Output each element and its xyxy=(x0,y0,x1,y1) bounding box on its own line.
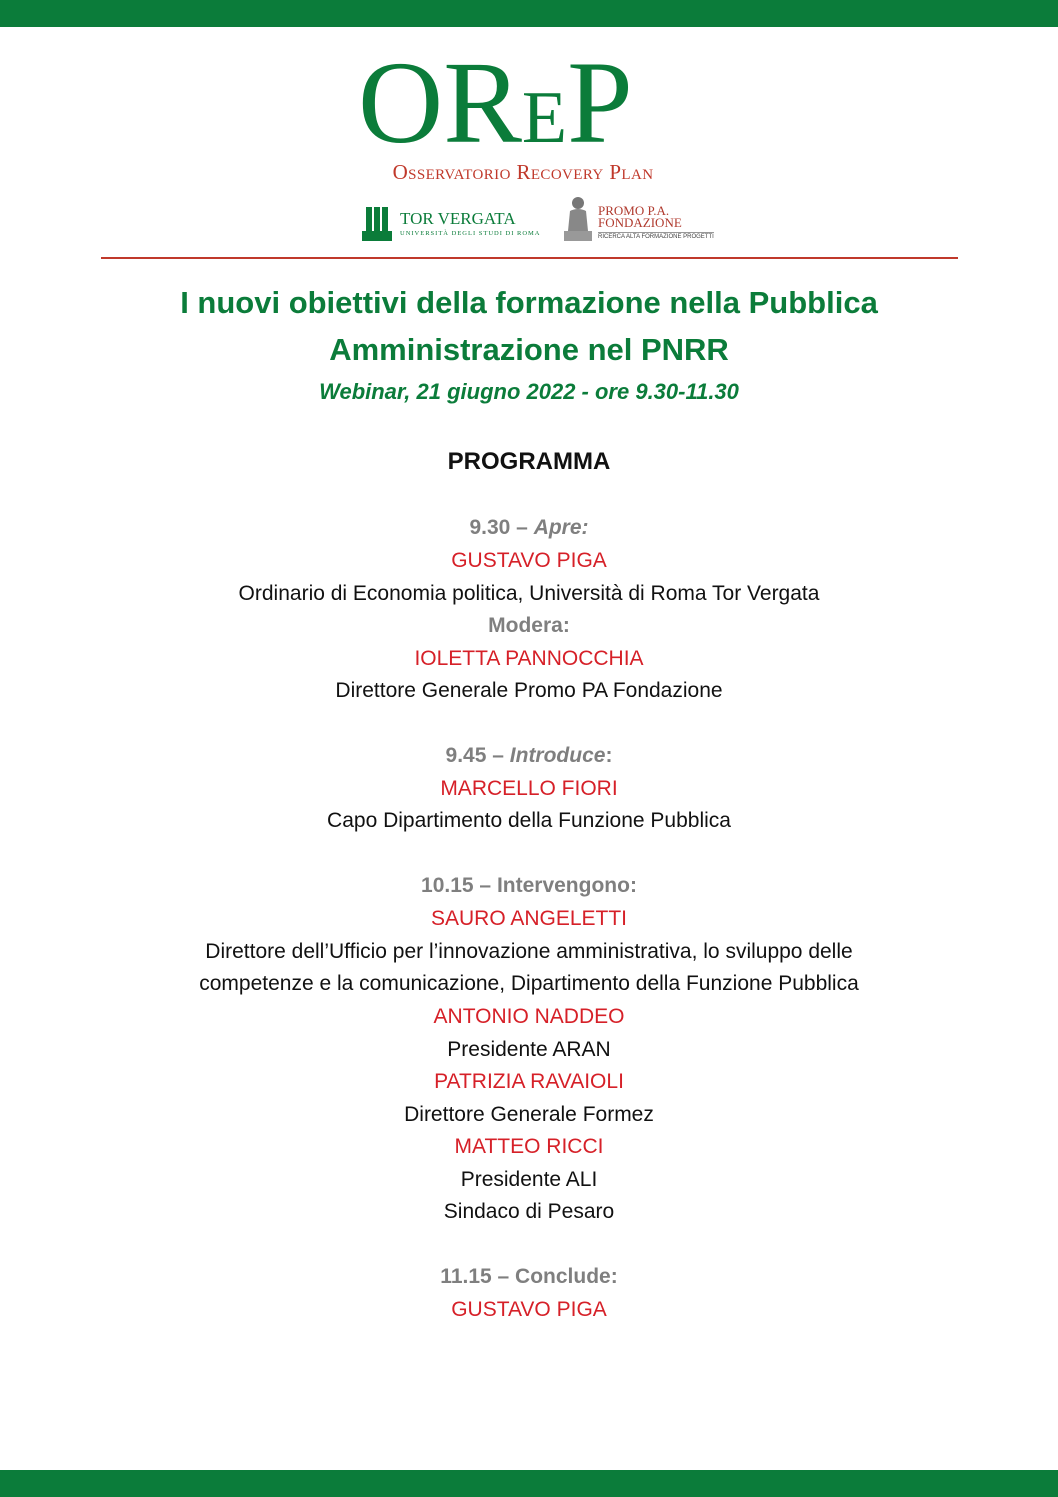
logo-letter-e: E xyxy=(521,77,568,159)
session-3-speaker-3-desc: Direttore Generale Formez xyxy=(404,1103,654,1126)
logo-letters-or: OR xyxy=(358,37,522,168)
session-3-speaker-3: PATRIZIA RAVAIOLI xyxy=(434,1070,624,1093)
tor-vergata-subtitle: UNIVERSITÀ DEGLI STUDI DI ROMA xyxy=(400,230,541,237)
session-4-time: 11.15 – Conclude: xyxy=(440,1265,618,1288)
bottom-green-band xyxy=(0,1470,1058,1497)
session-1-time-value: 9.30 – xyxy=(469,516,534,539)
title-line-1: I nuovi obiettivi della formazione nella Pubblica xyxy=(180,285,878,320)
tor-vergata-logo xyxy=(360,205,541,245)
session-3-speaker-4-desc-line-1: Presidente ALI xyxy=(460,1168,598,1191)
session-3-time: 10.15 – Intervengono: xyxy=(421,874,637,897)
session-1-moderator-role: Modera: xyxy=(488,614,570,637)
session-1-moderator-desc: Direttore Generale Promo PA Fondazione xyxy=(335,679,723,702)
header-divider xyxy=(101,257,958,259)
page-title xyxy=(60,279,998,373)
tor-vergata-name: TOR VERGATA xyxy=(400,209,516,228)
session-1-speaker-desc: Ordinario di Economia politica, Università di Roma Tor Vergata xyxy=(238,582,820,605)
session-2-time xyxy=(40,740,1018,772)
promo-pa-logo xyxy=(560,195,714,245)
session-3-speaker-2: ANTONIO NADDEO xyxy=(433,1005,625,1028)
tor-vergata-emblem-icon xyxy=(360,205,394,243)
session-1-speaker: GUSTAVO PIGA xyxy=(451,549,607,572)
event-date: Webinar, 21 giugno 2022 - ore 9.30-11.30 xyxy=(319,379,739,404)
title-line-2: Amministrazione nel PNRR xyxy=(329,332,729,367)
session-4-speaker: GUSTAVO PIGA xyxy=(451,1298,607,1321)
program-heading: PROGRAMMA xyxy=(447,448,611,475)
session-3-speaker-4-desc-line-2: Sindaco di Pesaro xyxy=(443,1200,615,1223)
session-1-role: Apre: xyxy=(533,516,589,539)
session-2-colon: : xyxy=(605,744,613,767)
session-2-speaker: MARCELLO FIORI xyxy=(440,777,618,800)
session-1-moderator: IOLETTA PANNOCCHIA xyxy=(414,647,644,670)
session-2-role: Introduce xyxy=(509,744,606,767)
top-green-band xyxy=(0,0,1058,27)
promo-pa-name-line1: PROMO P.A. xyxy=(598,203,670,218)
session-2-speaker-desc: Capo Dipartimento della Funzione Pubblica xyxy=(327,809,731,832)
session-1-time xyxy=(40,512,1018,544)
promo-pa-subtitle: RICERCA ALTA FORMAZIONE PROGETTI xyxy=(598,234,714,240)
session-3-speaker-1-desc-line-1: Direttore dell’Ufficio per l’innovazione amministrativa, lo sviluppo delle xyxy=(205,940,853,963)
promo-pa-name xyxy=(598,205,682,229)
orep-logo-wordmark xyxy=(358,37,698,168)
session-2-time-value: 9.45 – xyxy=(445,744,510,767)
session-3-speaker-4: MATTEO RICCI xyxy=(454,1135,604,1158)
promo-pa-statue-icon xyxy=(560,195,596,243)
session-3-speaker-2-desc: Presidente ARAN xyxy=(447,1038,611,1061)
promo-pa-name-line2: FONDAZIONE xyxy=(598,215,682,230)
logo-subtitle: Osservatorio Recovery Plan xyxy=(392,160,654,184)
logo-letter-p: P xyxy=(567,37,633,168)
session-3-speaker-1-desc-line-2: competenze e la comunicazione, Dipartimento della Funzione Pubblica xyxy=(199,972,859,995)
session-3-speaker-1: SAURO ANGELETTI xyxy=(430,907,628,930)
